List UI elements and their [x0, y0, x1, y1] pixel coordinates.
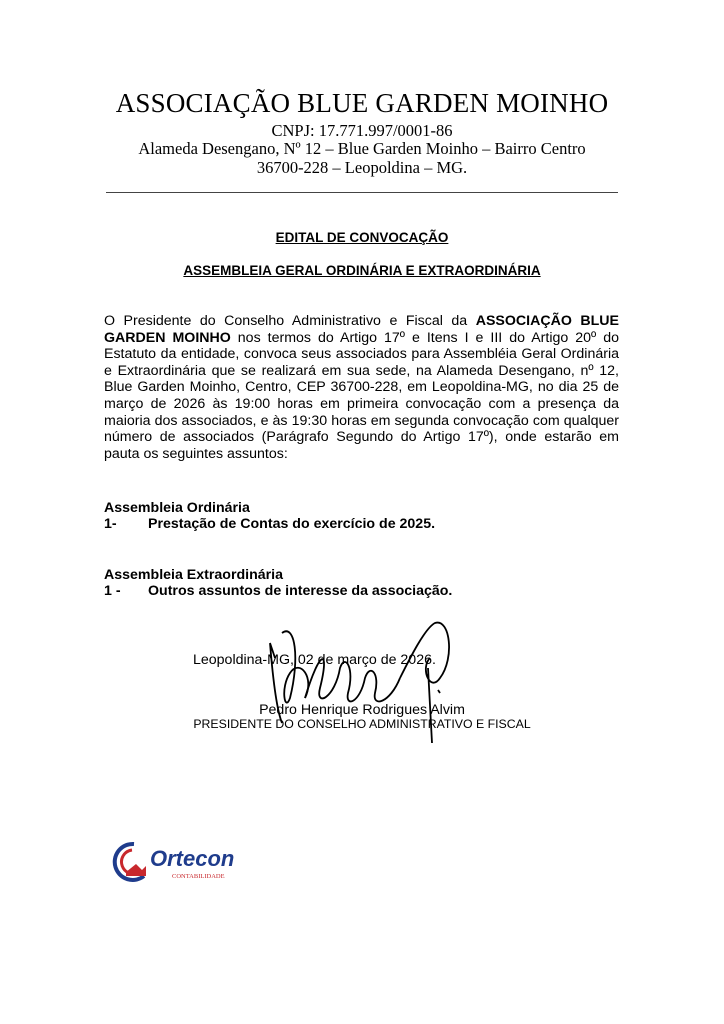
- body-rest: nos termos do Artigo 17º e Itens I e III do Artigo 20º do Estatuto da entidade, convoca seus associados para Assembléia Geral Ordinária e Extraordinária que se realizará em sua sede, na Alameda Desengano, nº 12, Blue Garden Moinho, Centro, CEP 36700-228, em Leopoldina-MG, no dia 25 de março de 2026 às 19:00 horas em primeira convocação com a presença da maioria dos associados, e às 19:30 horas em segunda convocação com qualquer número de associados (Parágrafo Segundo do Artigo 17º), onde estarão em pauta os seguintes assuntos:: [104, 329, 619, 462]
- header-divider: [106, 192, 618, 193]
- body-start: O Presidente do Conselho Administrativo e Fiscal da: [104, 313, 476, 329]
- association-title: ASSOCIAÇÃO BLUE GARDEN MOINHO: [115, 88, 609, 118]
- notice-body: [104, 313, 619, 462]
- place-date: Leopoldina-MG, 02 de março de 2026.: [193, 652, 436, 668]
- item-text: Prestação de Contas do exercício de 2025.: [148, 516, 436, 532]
- signer-name: Pedro Henrique Rodrigues Alvim: [259, 702, 465, 718]
- svg-text:Ortecon: Ortecon: [150, 846, 235, 871]
- ordinary-heading: Assembleia Ordinária: [104, 500, 250, 516]
- item-text: Outros assuntos de interesse da associação.: [148, 583, 453, 599]
- extraordinary-item: [104, 583, 452, 599]
- svg-text:CONTABILIDADE: CONTABILIDADE: [172, 873, 225, 880]
- body-association-name: ASSOCIAÇÃO BLUE GARDEN MOINHO: [104, 313, 620, 346]
- ortecon-logo: [112, 838, 242, 886]
- notice-subtitle: ASSEMBLEIA GERAL ORDINÁRIA E EXTRAORDINÁRIA: [183, 263, 541, 278]
- handwritten-signature: [260, 618, 460, 748]
- ordinary-item: [104, 516, 435, 532]
- extraordinary-heading: Assembleia Extraordinária: [104, 567, 283, 583]
- cnpj: CNPJ: 17.771.997/0001-86: [271, 121, 453, 140]
- item-number: 1 -: [104, 583, 121, 599]
- item-number: 1-: [104, 516, 117, 532]
- notice-title: EDITAL DE CONVOCAÇÃO: [275, 230, 449, 245]
- address-line-1: Alameda Desengano, Nº 12 – Blue Garden Moinho – Bairro Centro: [138, 139, 586, 158]
- address-line-2: 36700-228 – Leopoldina – MG.: [256, 158, 468, 177]
- signer-role: PRESIDENTE DO CONSELHO ADMINISTRATIVO E FISCAL: [193, 717, 531, 731]
